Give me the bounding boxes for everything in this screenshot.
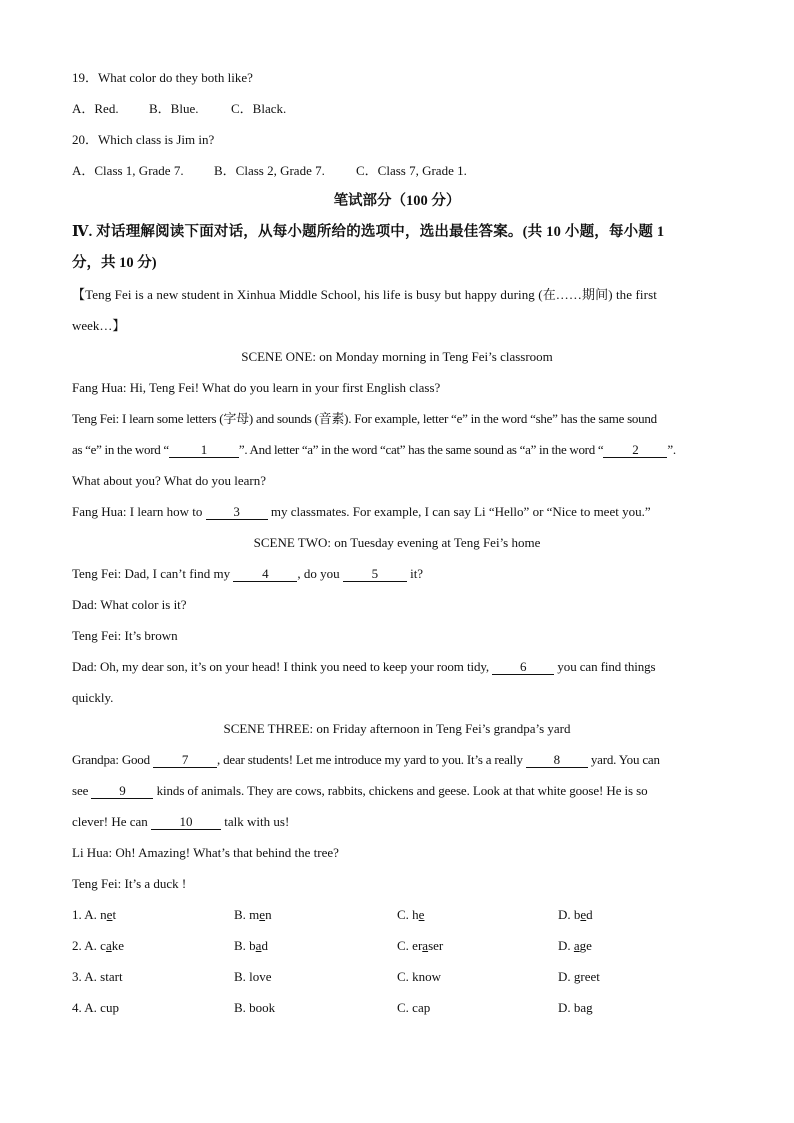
option-row bbox=[72, 930, 722, 961]
dialogue-line bbox=[72, 496, 722, 527]
option-text: ge bbox=[579, 938, 592, 953]
scene-two-heading: SCENE TWO: on Tuesday evening at Teng Fei’s home bbox=[253, 535, 541, 550]
option-a: A．Red. bbox=[72, 101, 119, 116]
text: my classmates. For example, I can say Li “Hello” or “Nice to meet you.” bbox=[267, 504, 651, 519]
option-text: 3. A. start bbox=[72, 969, 123, 984]
option-text: B. love bbox=[234, 969, 272, 984]
text: Dad: Oh, my dear son, it’s on your head! I think you need to keep your room tidy, bbox=[72, 659, 493, 674]
text: Grandpa: Good bbox=[72, 752, 153, 767]
option-text: t bbox=[112, 907, 117, 922]
text: ”. bbox=[667, 442, 676, 457]
scene-one-heading: SCENE ONE: on Monday morning in Teng Fei’s classroom bbox=[241, 349, 553, 364]
option-text: D. b bbox=[558, 907, 581, 922]
text: Teng Fei: Dad, I can’t find my bbox=[72, 566, 234, 581]
blank-1[interactable]: 1 bbox=[169, 443, 239, 458]
blank-8[interactable]: 8 bbox=[526, 753, 588, 768]
option-text: 2. A. c bbox=[72, 938, 106, 953]
scene-three-heading: SCENE THREE: on Friday afternoon in Teng Fei’s grandpa’s yard bbox=[223, 721, 571, 736]
underlined-letter: e bbox=[106, 907, 113, 922]
question-20-stem: 20．Which class is Jim in? bbox=[72, 132, 215, 147]
question-19-options bbox=[72, 93, 722, 124]
option-a[interactable] bbox=[72, 930, 234, 961]
dialogue-line: Fang Hua: Hi, Teng Fei! What do you learn in your first English class? bbox=[72, 380, 441, 395]
option-b[interactable] bbox=[234, 961, 397, 992]
question-20-options bbox=[72, 155, 722, 186]
dialogue-line bbox=[72, 775, 722, 806]
option-a[interactable] bbox=[72, 899, 234, 930]
blank-3[interactable]: 3 bbox=[206, 505, 268, 520]
text: it? bbox=[406, 566, 424, 581]
option-row bbox=[72, 899, 722, 930]
exam-page bbox=[72, 62, 722, 1023]
option-c[interactable] bbox=[397, 961, 558, 992]
question-19-stem: 19．What color do they both like? bbox=[72, 70, 253, 85]
option-c[interactable] bbox=[397, 992, 558, 1023]
option-text: ser bbox=[428, 938, 444, 953]
text: ”. And letter “a” in the word “cat” has the same sound as “a” in the word “ bbox=[238, 442, 604, 457]
option-a[interactable] bbox=[72, 992, 234, 1023]
option-c: C．Class 7, Grade 1. bbox=[356, 163, 467, 178]
option-d[interactable] bbox=[558, 992, 593, 1023]
text: kinds of animals. They are cows, rabbits, chickens and geese. Look at that white goose! He is so bbox=[153, 783, 648, 798]
option-text: 4. A. cup bbox=[72, 1000, 119, 1015]
text: Fang Hua: I learn how to bbox=[72, 504, 206, 519]
option-row bbox=[72, 992, 722, 1023]
option-b: B．Class 2, Grade 7. bbox=[214, 163, 325, 178]
dialogue-line: Teng Fei: It’s brown bbox=[72, 628, 178, 643]
blank-5[interactable]: 5 bbox=[343, 567, 407, 582]
option-text: ke bbox=[111, 938, 125, 953]
option-c[interactable] bbox=[397, 930, 558, 961]
section-title: 笔试部分（100 分） bbox=[333, 193, 461, 209]
option-b[interactable] bbox=[234, 992, 397, 1023]
dialogue-line: quickly. bbox=[72, 690, 114, 705]
option-c: C．Black. bbox=[231, 101, 287, 116]
option-text: B. book bbox=[234, 1000, 276, 1015]
option-text: C. cap bbox=[397, 1000, 431, 1015]
option-text: B. m bbox=[234, 907, 260, 922]
underlined-letter: e bbox=[418, 907, 425, 922]
underlined-letter: e bbox=[259, 907, 266, 922]
option-text: C. know bbox=[397, 969, 442, 984]
text: , dear students! Let me introduce my yard to you. It’s a really bbox=[216, 752, 526, 767]
option-text: D. greet bbox=[558, 969, 600, 984]
option-text: n bbox=[265, 907, 272, 922]
option-b: B．Blue. bbox=[149, 101, 199, 116]
blank-4[interactable]: 4 bbox=[233, 567, 297, 582]
option-b[interactable] bbox=[234, 899, 397, 930]
option-text: d bbox=[261, 938, 268, 953]
option-a[interactable] bbox=[72, 961, 234, 992]
option-d[interactable] bbox=[558, 899, 593, 930]
option-row bbox=[72, 961, 722, 992]
blank-7[interactable]: 7 bbox=[153, 753, 217, 768]
dialogue-line: Teng Fei: It’s a duck ! bbox=[72, 876, 187, 891]
underlined-letter: a bbox=[573, 938, 580, 953]
blank-6[interactable]: 6 bbox=[492, 660, 554, 675]
underlined-letter: a bbox=[105, 938, 112, 953]
option-text: C. h bbox=[397, 907, 419, 922]
blank-10[interactable]: 10 bbox=[151, 815, 221, 830]
part-4-title-line-1: Ⅳ. 对话理解阅读下面对话，从每小题所给的选项中，选出最佳答案。(共 10 小题，每小题 1 bbox=[72, 224, 665, 240]
text: clever! He can bbox=[72, 814, 152, 829]
dialogue-line bbox=[72, 558, 722, 589]
text: talk with us! bbox=[221, 814, 290, 829]
option-d[interactable] bbox=[558, 961, 600, 992]
dialogue-line bbox=[72, 744, 722, 775]
text: yard. You can bbox=[587, 752, 660, 767]
underlined-letter: a bbox=[255, 938, 262, 953]
underlined-letter: e bbox=[580, 907, 587, 922]
part-4-title-line-2: 分，共 10 分) bbox=[72, 255, 157, 271]
dialogue-line: Li Hua: Oh! Amazing! What’s that behind the tree? bbox=[72, 845, 339, 860]
text: see bbox=[72, 783, 92, 798]
option-d[interactable] bbox=[558, 930, 592, 961]
option-text: B. b bbox=[234, 938, 256, 953]
option-c[interactable] bbox=[397, 899, 558, 930]
intro-line-2: week…】 bbox=[72, 318, 126, 333]
dialogue-line bbox=[72, 434, 722, 465]
dialogue-line: Teng Fei: I learn some letters (字母) and sounds (音素). For example, letter “e” in the word “she” has the same sound bbox=[72, 411, 657, 426]
dialogue-line: What about you? What do you learn? bbox=[72, 473, 266, 488]
intro-line-1: 【Teng Fei is a new student in Xinhua Middle School, his life is busy but happy during (在……期间) the first bbox=[72, 287, 657, 302]
dialogue-line bbox=[72, 651, 722, 682]
option-b[interactable] bbox=[234, 930, 397, 961]
option-text: D. bag bbox=[558, 1000, 593, 1015]
option-text: d bbox=[586, 907, 593, 922]
text: you can find things bbox=[554, 659, 656, 674]
text: as “e” in the word “ bbox=[72, 442, 169, 457]
underlined-letter: a bbox=[422, 938, 429, 953]
dialogue-line: Dad: What color is it? bbox=[72, 597, 187, 612]
dialogue-line bbox=[72, 806, 722, 837]
option-a: A．Class 1, Grade 7. bbox=[72, 163, 184, 178]
option-text: C. er bbox=[397, 938, 423, 953]
text: , do you bbox=[297, 566, 343, 581]
option-text: 1. A. n bbox=[72, 907, 107, 922]
blank-2[interactable]: 2 bbox=[603, 443, 667, 458]
blank-9[interactable]: 9 bbox=[91, 784, 153, 799]
answer-options bbox=[72, 899, 722, 1023]
option-text: D. bbox=[558, 938, 574, 953]
